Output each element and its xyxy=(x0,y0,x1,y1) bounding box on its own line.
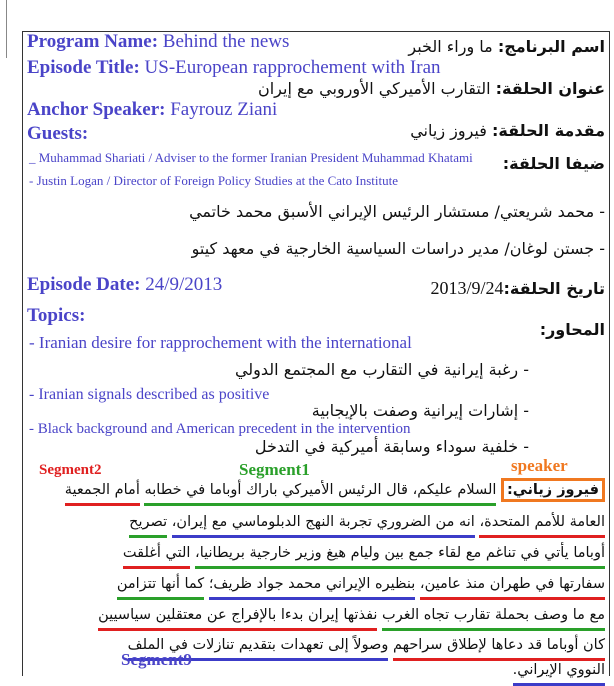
anchor-ar-value: فيروز زياني xyxy=(410,121,487,140)
title-label: Episode Title: xyxy=(27,57,140,78)
transcript-line-2 xyxy=(129,514,605,530)
segment-1: السلام عليكم، قال الرئيس الأميركي باراك أوباما في خطابه xyxy=(144,482,496,506)
segment-5: التي أغلقت xyxy=(123,545,191,569)
transcript-line-1 xyxy=(65,482,605,498)
program-value: Behind the news xyxy=(162,31,290,52)
transcript-line-5 xyxy=(98,607,605,623)
program-ar-label: اسم البرنامج: xyxy=(497,37,605,56)
segment-3: انه من الضروري تجربة النهج الدبلوماسي مع إيران، xyxy=(172,514,475,538)
guests-label: Guests: xyxy=(27,123,89,144)
topics-ar-label: المحاور: xyxy=(539,320,605,339)
date-value: 24/9/2013 xyxy=(145,274,223,295)
date-label: Episode Date: xyxy=(27,274,141,295)
segment-9: وصولاً إلى تعهدات بتقديم تنازلات في الملف xyxy=(128,637,389,661)
title-value: US-European rapprochement with Iran xyxy=(144,57,441,78)
guest-1-ar: - محمد شريعتي/ مستشار الرئيس الإيراني الأسبق محمد خاتمي xyxy=(189,202,605,221)
episode-title xyxy=(27,57,441,79)
segment-4: تصريح xyxy=(129,514,167,538)
segment-8: كان أوباما قد دعاها لإطلاق سراحهم xyxy=(393,637,605,661)
segment1-label: Segment1 xyxy=(239,460,310,479)
topic-3-ar: - خلفية سوداء وسابقة أميركية في التدخل xyxy=(254,437,529,456)
date-ar-label: تاريخ الحلقة: xyxy=(503,279,605,298)
anchor-value: Fayrouz Ziani xyxy=(170,99,278,120)
transcript-line-7 xyxy=(513,662,605,678)
anchor-speaker xyxy=(27,99,277,121)
program-name-ar xyxy=(408,37,605,56)
topic-1-ar: - رغبة إيرانية في التقارب مع المجتمع الدولي xyxy=(234,360,529,379)
segment-6: بنظيره الإيراني محمد جواد ظريف؛ xyxy=(209,576,415,600)
date-ar-value: 2013/9/24 xyxy=(430,278,504,298)
guests-ar-label: ضيفا الحلقة: xyxy=(502,154,605,173)
segment-8: نفذتها إيران بدءا بالإفراج عن معتقلين سياسيين xyxy=(98,607,377,631)
title-ar-label: عنوان الحلقة: xyxy=(495,79,605,98)
speaker-name: فيروز زياني: xyxy=(501,478,605,502)
topic-1: - Iranian desire for rapprochement with the international xyxy=(29,333,412,352)
program-label: Program Name: xyxy=(27,31,159,52)
topics-label: Topics: xyxy=(27,305,86,326)
program-name xyxy=(27,31,289,53)
speaker-label: speaker xyxy=(511,456,568,475)
segment-5: سفارتها في طهران منذ عامين، xyxy=(420,576,605,600)
anchor-ar-label: مقدمة الحلقة: xyxy=(491,121,605,140)
guest-1: _ Muhammad Shariati / Adviser to the former Iranian President Muhammad Khatami xyxy=(29,150,473,165)
segment-2: العامة للأمم المتحدة، xyxy=(479,514,605,538)
guest-2: - Justin Logan / Director of Foreign Policy Studies at the Cato Institute xyxy=(29,173,399,188)
transcript-line-6 xyxy=(128,637,605,653)
transcript-line-3 xyxy=(123,545,605,561)
episode-title-ar xyxy=(258,79,605,98)
title-ar-value: التقارب الأميركي الأوروبي مع إيران xyxy=(257,79,491,98)
anchor-label: Anchor Speaker: xyxy=(27,99,166,120)
document-page xyxy=(22,31,610,676)
segment-7: كما أنها تتزامن xyxy=(117,576,204,600)
anchor-speaker-ar xyxy=(410,121,605,140)
transcript-line-4 xyxy=(117,576,605,592)
topic-2: - Iranian signals described as positive xyxy=(29,386,270,403)
segment2-label: Segment2 xyxy=(39,462,102,478)
topic-2-ar: - إشارات إيرانية وصفت بالإيجابية xyxy=(311,401,529,420)
window-edge xyxy=(0,0,7,58)
segment-4: أوباما يأتي في تناغم مع لقاء جمع بين وليام هيغ وزير خارجية بريطانيا، xyxy=(195,545,605,569)
segment-9: النووي الإيراني. xyxy=(513,662,605,686)
program-ar-value: ما وراء الخبر xyxy=(408,37,493,56)
topic-3: - Black background and American precedent in the intervention xyxy=(29,421,411,437)
guest-2-ar: - جستن لوغان/ مدير دراسات السياسية الخارجية في معهد كيتو xyxy=(191,239,605,258)
segment9-label: Segment9 xyxy=(121,650,192,669)
episode-date-ar xyxy=(430,278,605,299)
segment-7: مع ما وصف بحملة تقارب تجاه الغرب xyxy=(382,607,605,631)
episode-date xyxy=(27,274,222,296)
segment-2: أمام الجمعية xyxy=(65,482,140,506)
